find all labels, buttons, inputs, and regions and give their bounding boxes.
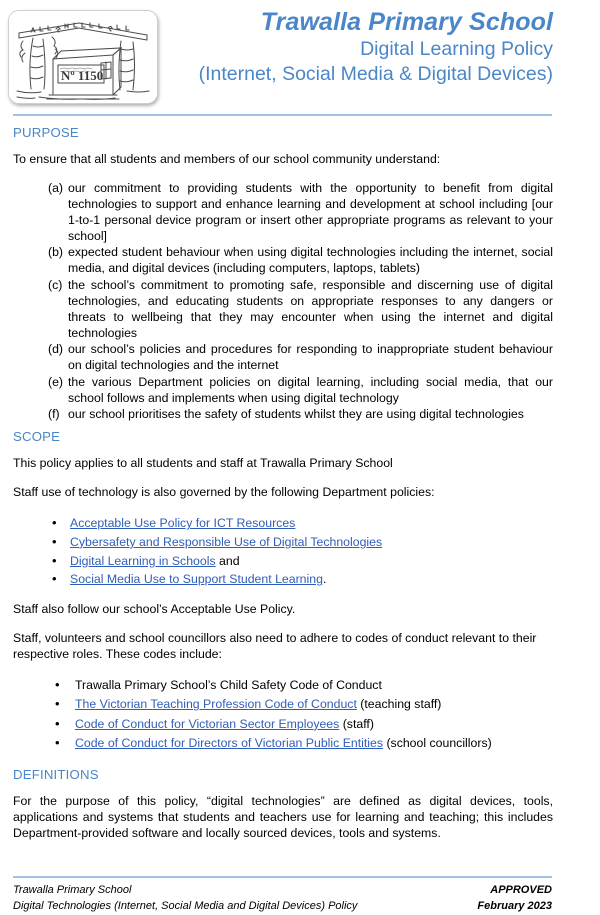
list-item-text: our school’s policies and procedures for responding to inappropriate student behaviour on digital technologies and the internet <box>68 342 553 373</box>
list-item <box>13 245 553 277</box>
footer-left <box>13 883 357 915</box>
footer-approval-status: APPROVED <box>490 883 552 896</box>
policy-link[interactable]: Cybersafety and Responsible Use of Digital Technologies <box>70 534 383 549</box>
policy-link[interactable]: Acceptable Use Policy for ICT Resources <box>70 516 296 531</box>
code-link-suffix: (teaching staff) <box>356 697 442 712</box>
department-policies-list <box>13 514 553 589</box>
code-link[interactable]: Code of Conduct for Victorian Sector Employees <box>75 716 340 731</box>
document-body <box>0 120 600 855</box>
list-item-text: the various Department policies on digital learning, including social media, that our school follows and implements when using digital technology <box>68 374 553 405</box>
list-item-text: expected student behaviour when using digital technologies including the internet, social media, and digital devices (including computers, laptops, tablets) <box>68 245 553 276</box>
section-heading-purpose: PURPOSE <box>13 125 79 140</box>
list-marker: (f) <box>48 407 60 422</box>
list-item <box>13 375 553 407</box>
list-marker: (e) <box>48 374 64 389</box>
policy-link-suffix: . <box>322 572 327 587</box>
list-item <box>13 278 553 342</box>
document-header <box>0 0 600 100</box>
list-marker: (d) <box>48 342 64 357</box>
definitions-paragraph: For the purpose of this policy, “digital technologies” are defined as digital devices, tools, applications and systems that students and teachers use for learning and teaching; this includes Department-provided software and locally sourced devices, tools and systems. <box>13 793 553 840</box>
scope-paragraph-1: This policy applies to all students and staff at Trawalla Primary School <box>13 456 393 471</box>
list-item <box>13 342 553 374</box>
logo-sign-number: Nº 1150 <box>61 68 104 83</box>
list-item-text: our school prioritises the safety of students whilst they are using digital technologies <box>68 407 524 422</box>
code-link[interactable]: Code of Conduct for Directors of Victorian Public Entities <box>75 736 384 751</box>
document-footer <box>13 876 552 914</box>
policy-link[interactable]: Social Media Use to Support Student Learning <box>70 572 323 587</box>
purpose-list <box>13 181 553 423</box>
scope-paragraph-4: Staff, volunteers and school councillors also need to adhere to codes of conduct relevant to their respective roles. These codes include: <box>13 630 537 661</box>
policy-title-line-1: Digital Learning Policy <box>360 37 553 60</box>
list-item-text: the school’s commitment to promoting safe, responsible and discerning use of digital technologies, and educating students on appropriate responses to any dangers or threats to wellbeing that they may encounter when using the internet and digital technologies <box>68 277 553 340</box>
footer-divider <box>13 876 552 878</box>
list-item <box>13 407 553 423</box>
list-marker: (a) <box>48 180 64 195</box>
code-link-suffix: (school councillors) <box>383 736 492 751</box>
policy-title-line-2: (Internet, Social Media & Digital Devices) <box>198 63 553 86</box>
code-link[interactable]: The Victorian Teaching Profession Code of Conduct <box>75 697 357 712</box>
footer-right <box>477 883 552 915</box>
list-item <box>13 552 553 571</box>
code-plain-text: Trawalla Primary School’s Child Safety Code of Conduct <box>75 677 382 692</box>
list-item <box>13 695 553 714</box>
code-link-suffix: (staff) <box>339 716 374 731</box>
scope-paragraph-2: Staff use of technology is also governed by the following Department policies: <box>13 485 435 500</box>
policy-link-suffix: and <box>215 553 240 568</box>
list-item <box>13 533 553 552</box>
list-item <box>13 181 553 245</box>
footer-school-name: Trawalla Primary School <box>13 883 132 896</box>
codes-of-conduct-list <box>13 676 553 754</box>
list-item <box>13 734 553 753</box>
purpose-intro: To ensure that all students and members of our school community understand: <box>13 152 441 166</box>
school-logo-sketch-icon <box>9 11 157 103</box>
header-divider <box>13 114 552 116</box>
footer-policy-name: Digital Technologies (Internet, Social Media and Digital Devices) Policy <box>13 899 358 912</box>
policy-link[interactable]: Digital Learning in Schools <box>70 553 216 568</box>
section-heading-definitions: DEFINITIONS <box>13 766 99 782</box>
school-name: Trawalla Primary School <box>260 8 553 36</box>
list-item-text: our commitment to providing students with the opportunity to benefit from digital technologies to support and enhance learning and development at school including [our 1-to-1 personal device program or insert other appropriate programs as relevant to your school] <box>68 180 553 243</box>
footer-approval-date: February 2023 <box>477 899 552 912</box>
list-item <box>13 715 553 734</box>
scope-paragraph-3: Staff also follow our school’s Acceptable Use Policy. <box>13 601 296 616</box>
list-item <box>13 676 553 695</box>
list-marker: (b) <box>48 245 64 260</box>
list-marker: (c) <box>48 277 63 292</box>
list-item <box>13 514 553 533</box>
section-heading-scope: SCOPE <box>13 429 61 445</box>
school-logo <box>8 10 158 104</box>
list-item <box>13 570 553 589</box>
